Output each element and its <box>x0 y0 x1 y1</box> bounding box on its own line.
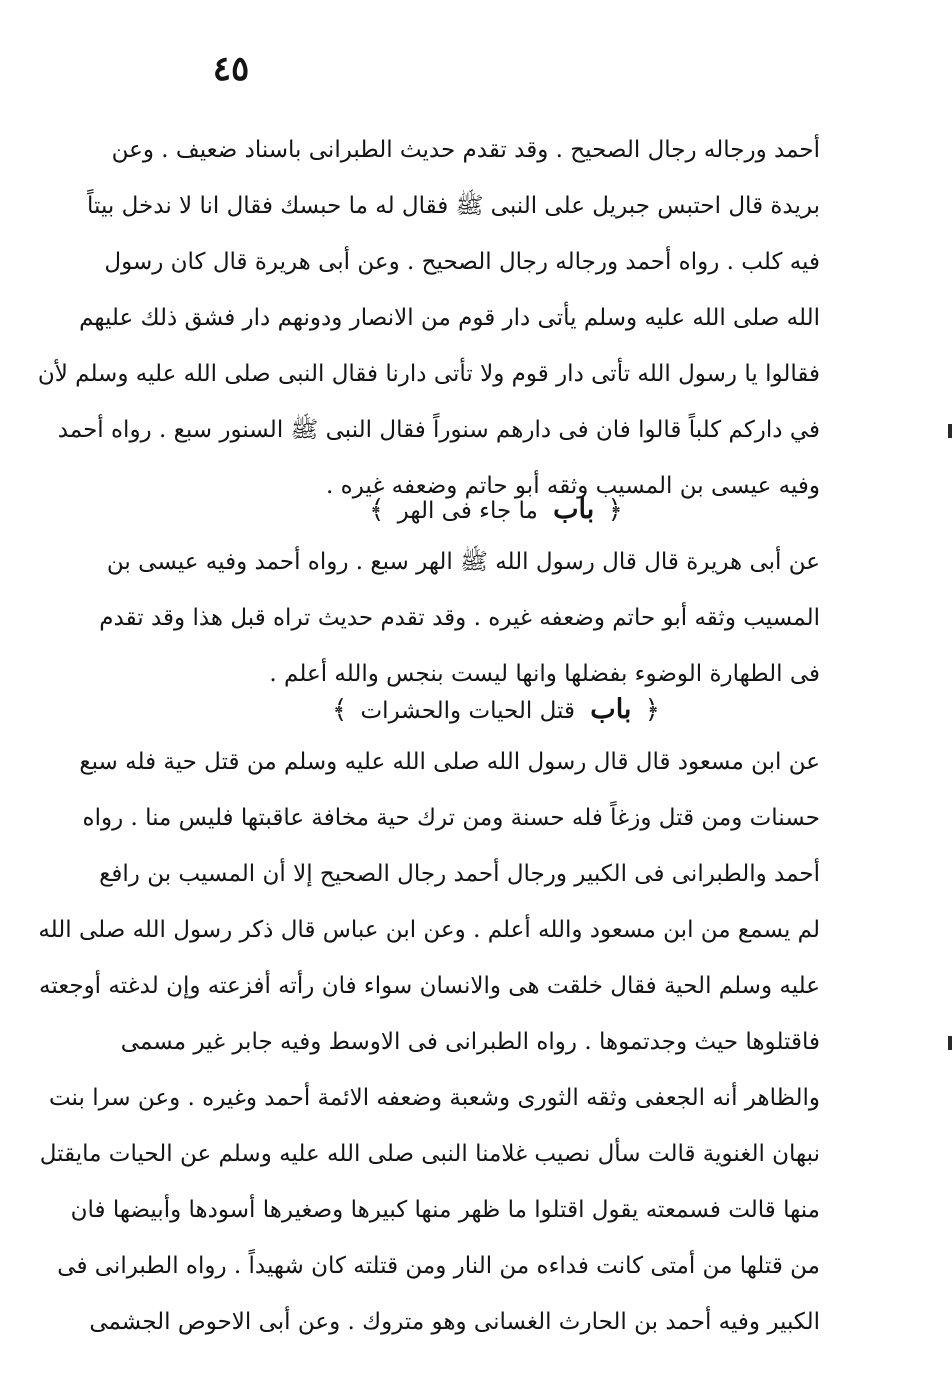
heading-open-bracket: ﴿ <box>644 695 660 725</box>
page-number: ٤٥ <box>212 49 250 89</box>
text-line: وفيه عيسى بن المسيب وثقه أبو حاتم وضعفه غيره . <box>326 473 820 499</box>
chapter-heading-snakes <box>172 684 820 736</box>
heading-close-bracket: ﴾ <box>331 695 348 725</box>
text-line: الله صلى الله عليه وسلم يأتى دار قوم من الانصار ودونهم دار فشق ذلك عليهم <box>79 305 820 331</box>
text-line: في داركم كلباً قالوا فان فى دارهم سنوراً فقال النبى ﷺ السنور سبع . رواه أحمد <box>57 417 820 443</box>
text-line: أحمد والطبرانى فى الكبير ورجال أحمد رجال الصحيح إلا أن المسيب بن رافع <box>99 861 820 887</box>
text-line: حسنات ومن قتل وزغاً فله حسنة ومن ترك حية مخافة عاقبتها فليس منا . رواه <box>82 805 820 831</box>
text-line: لم يسمع من ابن مسعود والله أعلم . وعن ابن عباس قال ذكر رسول الله صلى الله <box>38 917 820 943</box>
text-line: فقالوا يا رسول الله تأتى دار قوم ولا تأتى دارنا فقال النبى صلى الله عليه وسلم لأن <box>37 361 820 387</box>
text-line: منها قالت فسمعته يقول اقتلوا ما ظهر منها كبيرها وصغيرها أسودها وأبيضها فان <box>70 1197 820 1223</box>
heading-close-bracket: ﴾ <box>369 495 385 525</box>
text-block-3 <box>38 734 820 1350</box>
chapter-heading-cats <box>172 484 820 536</box>
text-line: الكبير وفيه أحمد بن الحارث الغسانى وهو متروك . وعن أبى الاحوص الجشمى <box>89 1309 820 1335</box>
scan-edge-mark <box>948 1036 952 1050</box>
text-line: عليه وسلم الحية فقال خلقت هى والانسان سواء فان رأته أفزعته وإن لدغته أوجعته <box>38 973 820 999</box>
heading-title: ما جاء فى الهر <box>397 498 538 524</box>
text-line: فاقتلوها حيث وجدتموها . رواه الطبرانى فى الاوسط وفيه جابر غير مسمى <box>120 1029 820 1055</box>
text-block-1 <box>37 122 820 514</box>
text-line: من قتلها من أمتى كانت فداءه من النار ومن قتلته كان شهيداً . رواه الطبرانى فى <box>57 1253 820 1279</box>
text-block-2 <box>99 534 820 702</box>
text-line: عن أبى هريرة قال قال رسول الله ﷺ الهر سبع . رواه أحمد وفيه عيسى بن <box>106 549 820 575</box>
text-line: بريدة قال احتبس جبريل على النبى ﷺ فقال له ما حبسك فقال انا لا ندخل بيتاً <box>87 193 820 219</box>
text-line: والظاهر أنه الجعفى وثقه الثورى وشعبة وضعفه الائمة أحمد وغيره . وعن سرا بنت <box>48 1085 820 1111</box>
text-line: فى الطهارة الوضوء بفضلها وانها ليست بنجس والله أعلم . <box>269 661 820 687</box>
text-line: المسيب وثقه أبو حاتم وضعفه غيره . وقد تقدم حديث تراه قبل هذا وقد تقدم <box>99 605 820 631</box>
heading-bab: باب <box>553 494 595 525</box>
heading-open-bracket: ﴿ <box>607 495 623 525</box>
text-line: فيه كلب . رواه أحمد ورجاله رجال الصحيح . وعن أبى هريرة قال كان رسول <box>104 249 820 275</box>
heading-bab: باب <box>590 694 632 725</box>
scan-edge-mark <box>948 424 952 438</box>
text-line: عن ابن مسعود قال قال رسول الله صلى الله عليه وسلم من قتل حية فله سبع <box>79 749 820 775</box>
text-line: نبهان الغنوية قالت سأل نصيب غلامنا النبى صلى الله عليه وسلم عن الحيات مايقتل <box>39 1141 820 1167</box>
heading-title: قتل الحيات والحشرات <box>360 698 575 724</box>
text-line: أحمد ورجاله رجال الصحيح . وقد تقدم حديث الطبرانى باسناد ضعيف . وعن <box>111 137 820 163</box>
